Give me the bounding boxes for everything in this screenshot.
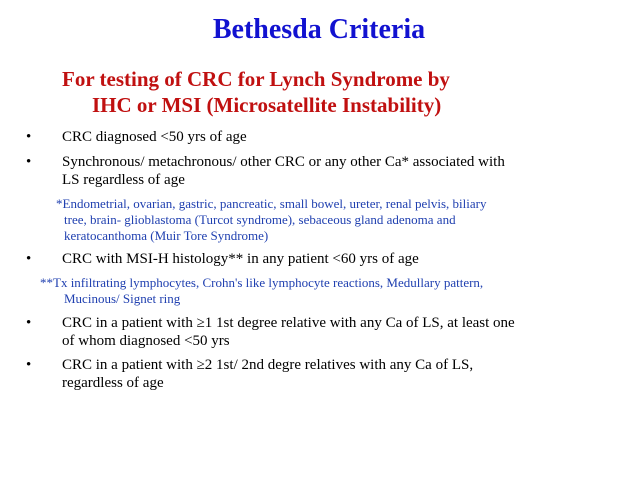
bullet-text: CRC in a patient with ≥2 1st/ 2nd degre relatives with any Ca of LS, (62, 357, 474, 373)
footnote-line: tree, brain- glioblastoma (Turcot syndrome), sebaceous gland adenoma and (64, 212, 456, 227)
bullet-text-continued: regardless of age (62, 375, 164, 391)
bullet-text-continued: of whom diagnosed <50 yrs (62, 333, 230, 349)
bullet-text: CRC with MSI-H histology** in any patient <60 yrs of age (62, 251, 419, 267)
bullet-item (26, 128, 620, 146)
footnote-histology (40, 275, 630, 307)
bullet-text: CRC in a patient with ≥1 1st degree relative with any Ca of LS, at least one (62, 315, 515, 331)
footnote-line: **Tx infiltrating lymphocytes, Crohn's like lymphocyte reactions, Medullary pattern, (40, 275, 484, 290)
subtitle-line-2: IHC or MSI (Microsatellite Instability) (92, 93, 442, 117)
bullet-symbol: • (26, 357, 32, 373)
bullet-item (26, 153, 620, 189)
subtitle-line-1: For testing of CRC for Lynch Syndrome by (62, 67, 450, 91)
bullet-item (26, 250, 620, 268)
slide-title: Bethesda Criteria (212, 14, 426, 45)
bullet-text: Synchronous/ metachronous/ other CRC or any other Ca* associated with (62, 154, 505, 170)
footnote-line: Mucinous/ Signet ring (64, 291, 181, 306)
footnote-cancers (56, 196, 626, 244)
bullet-symbol: • (26, 129, 32, 145)
bullet-text: CRC diagnosed <50 yrs of age (62, 129, 247, 145)
footnote-line: keratocanthoma (Muir Tore Syndrome) (64, 228, 269, 243)
bullet-symbol: • (26, 154, 32, 170)
bullet-symbol: • (26, 315, 32, 331)
bullet-item (26, 356, 620, 392)
bullet-item (26, 314, 620, 350)
bullet-text-continued: LS regardless of age (62, 172, 185, 188)
footnote-line: *Endometrial, ovarian, gastric, pancreatic, small bowel, ureter, renal pelvis, biliary (56, 196, 487, 211)
bullet-symbol: • (26, 251, 32, 267)
slide-subtitle (62, 66, 602, 118)
